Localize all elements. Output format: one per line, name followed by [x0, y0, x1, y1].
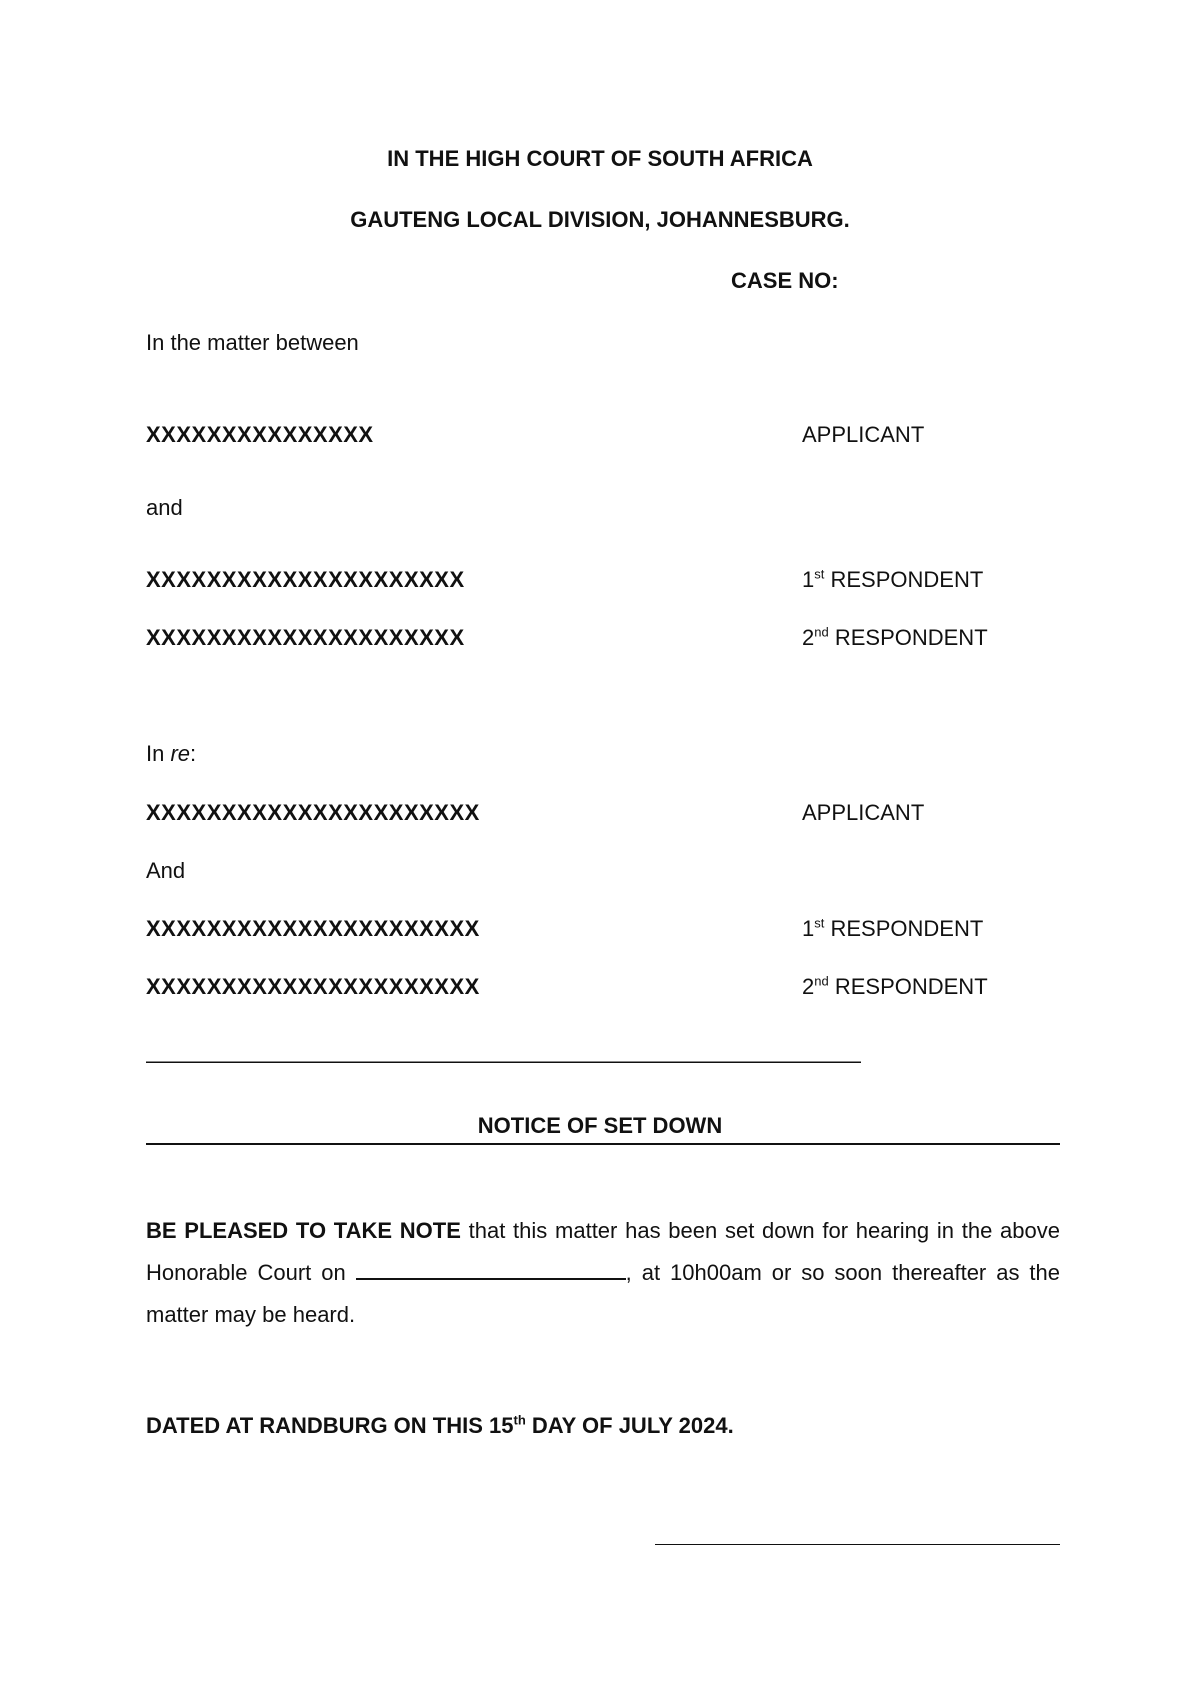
- in-re-respondent2-role: 2nd RESPONDENT: [802, 973, 988, 999]
- respondent1-role: 1st RESPONDENT: [802, 566, 984, 592]
- court-name: IN THE HIGH COURT OF SOUTH AFRICA: [387, 146, 813, 171]
- matter-conjunction: and: [146, 495, 183, 520]
- hearing-date-blank: [356, 1256, 626, 1280]
- signature-line: [655, 1544, 1060, 1545]
- in-re-conjunction: And: [146, 858, 186, 883]
- in-re-applicant-name: XXXXXXXXXXXXXXXXXXXXXX: [146, 800, 480, 825]
- respondent2-name: XXXXXXXXXXXXXXXXXXXXX: [146, 625, 465, 650]
- in-re-respondent1-role: 1st RESPONDENT: [802, 915, 984, 941]
- in-re-respondent2-name: XXXXXXXXXXXXXXXXXXXXXX: [146, 974, 480, 999]
- respondent2-role: 2nd RESPONDENT: [802, 624, 988, 650]
- case-number-label: CASE NO:: [731, 268, 839, 293]
- in-re-respondent1-name: XXXXXXXXXXXXXXXXXXXXXX: [146, 916, 480, 941]
- dated-line: DATED AT RANDBURG ON THIS 15th DAY OF JULY 2024.: [146, 1412, 734, 1438]
- in-re-applicant-role: APPLICANT: [802, 800, 925, 825]
- applicant-name: XXXXXXXXXXXXXXX: [146, 422, 374, 447]
- applicant-role: APPLICANT: [802, 422, 925, 447]
- court-division: GAUTENG LOCAL DIVISION, JOHANNESBURG.: [350, 207, 850, 232]
- title-underline: [146, 1143, 1060, 1145]
- notice-title: NOTICE OF SET DOWN: [477, 1113, 723, 1138]
- respondent1-name: XXXXXXXXXXXXXXXXXXXXX: [146, 567, 465, 592]
- notice-paragraph: BE PLEASED TO TAKE NOTE that this matter has been set down for hearing in the above Honorable Court on , at 10h00am or so soon thereafter as the matter may be heard.: [146, 1218, 1060, 1327]
- matter-intro: In the matter between: [146, 330, 359, 355]
- section-divider: ——————————————————————————————————: [146, 1048, 860, 1073]
- in-re-label: In re:: [146, 741, 197, 766]
